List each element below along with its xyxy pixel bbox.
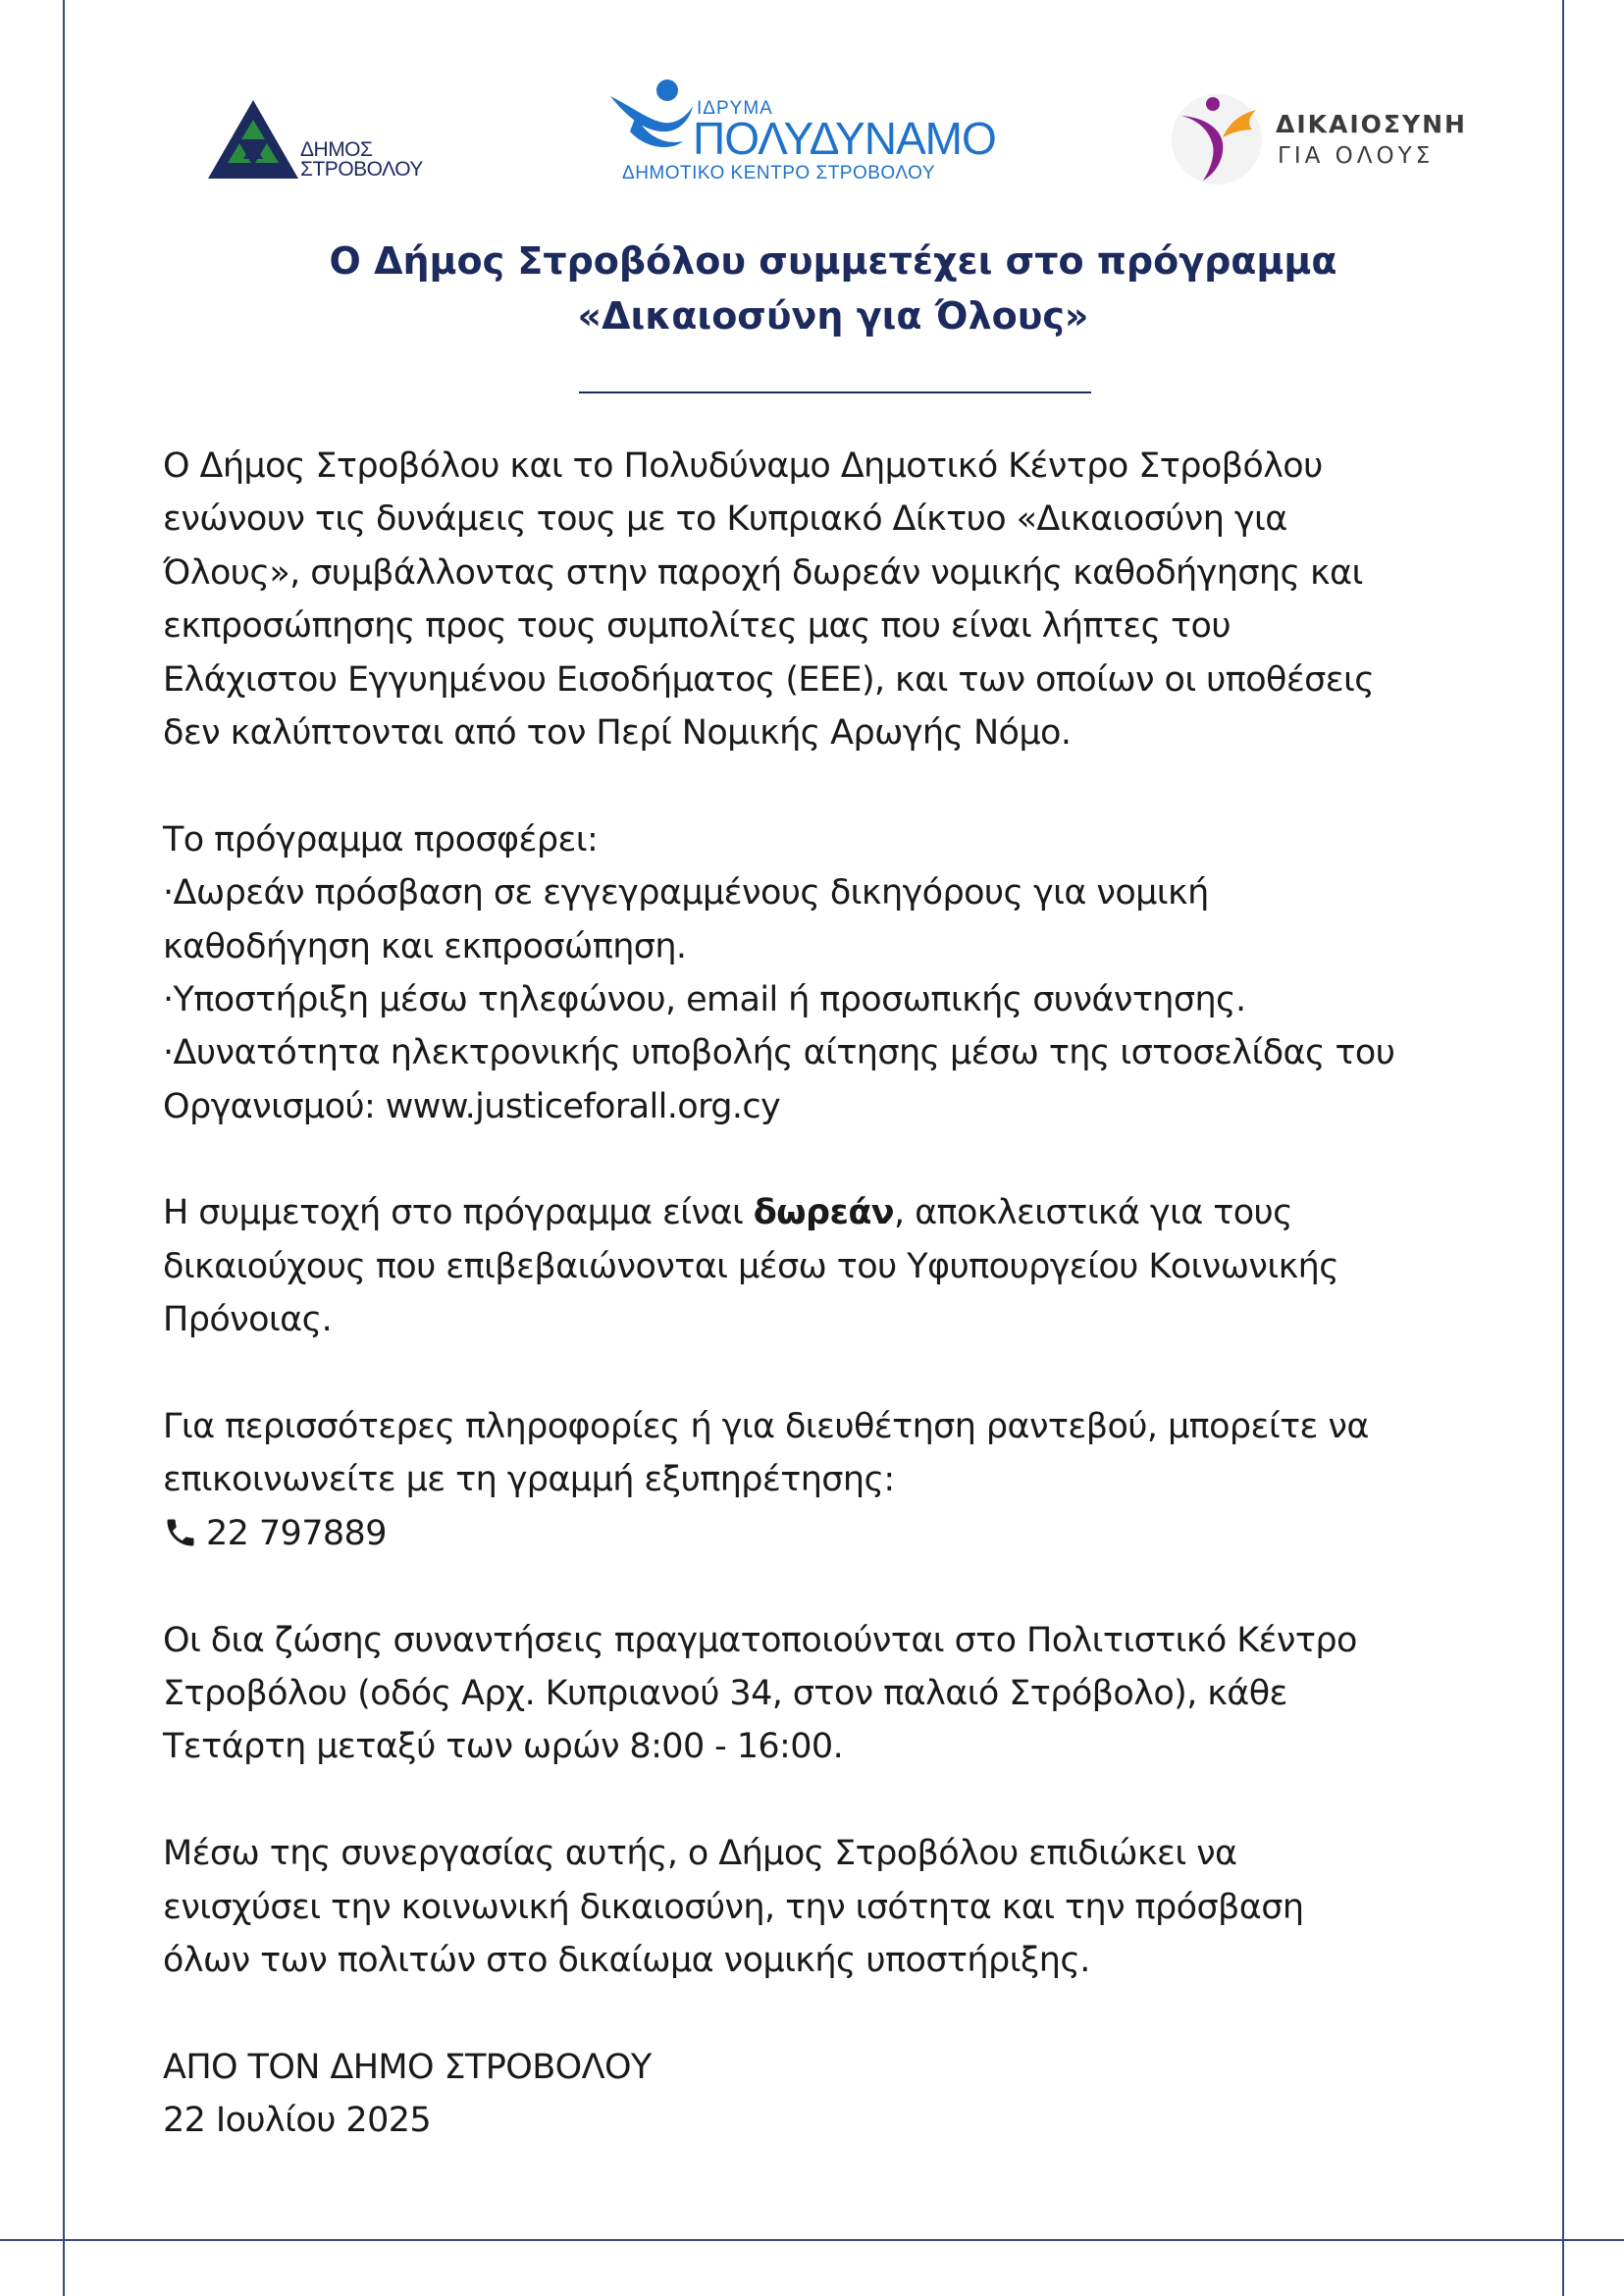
offers-item: ·Δυνατότητα ηλεκτρονικής υποβολής αίτησης μέσω της ιστοσελίδας του	[163, 1033, 1395, 1073]
strovolos-logo-line1: ΔΗΜΟΣ	[300, 138, 373, 161]
intro-line: ενώνουν τις δυνάμεις τους με το Κυπριακό Δίκτυο «Δικαιοσύνη για	[163, 499, 1287, 540]
intro-paragraph	[163, 440, 1537, 759]
participation-text-pre: Η συμμετοχή στο πρόγραμμα είναι	[163, 1193, 754, 1233]
phone-icon	[163, 1515, 198, 1550]
free-emphasis: δωρεάν	[753, 1193, 895, 1233]
intro-line: εκπροσώπησης προς τους συμπολίτες μας που είναι λήπτες του	[163, 606, 1231, 647]
signature-from: ΑΠΟ ΤΟΝ ΔΗΜΟ ΣΤΡΟΒΟΛΟΥ	[163, 2047, 652, 2087]
closing-line: Μέσω της συνεργασίας αυτής, ο Δήμος Στροβόλου επιδιώκει να	[163, 1834, 1237, 1874]
frame-bottom-line	[0, 2239, 1624, 2241]
contact-paragraph	[163, 1400, 1537, 1560]
justice-logo-line1: ΔΙΚΑΙΟΣΥΝΗ	[1276, 110, 1467, 138]
closing-line: όλων των πολιτών στο δικαίωμα νομικής υποστήριξης.	[163, 1940, 1090, 1980]
closing-paragraph	[163, 1827, 1537, 1987]
participation-text-post: , αποκλειστικά για τους	[894, 1193, 1293, 1233]
participation-line: Πρόνοιας.	[163, 1300, 333, 1340]
polydynamo-logo-line1: ΙΔΡΥΜΑ	[697, 98, 773, 119]
justice-for-all-logo	[1168, 90, 1492, 188]
intro-line: Ελάχιστου Εγγυημένου Εισοδήματος (ΕΕΕ), και των οποίων οι υποθέσεις	[163, 659, 1375, 700]
signature-date: 22 Ιουλίου 2025	[163, 2101, 432, 2141]
intro-line: Ο Δήμος Στροβόλου και το Πολυδύναμο Δημοτικό Κέντρο Στροβόλου	[163, 446, 1323, 486]
offers-item: ·Δωρεάν πρόσβαση σε εγγεγραμμένους δικηγόρους για νομική	[163, 873, 1209, 913]
polydynamo-logo-line3: ΔΗΜΟΤΙΚΟ ΚΕΝΤΡΟ ΣΤΡΟΒΟΛΟΥ	[622, 163, 935, 183]
polydynamo-figure-icon	[606, 77, 705, 165]
justice-logo-line2: ΓΙΑ ΟΛΟΥΣ	[1278, 143, 1435, 169]
intro-line: δεν καλύπτονται από τον Περί Νομικής Αρωγής Νόμο.	[163, 712, 1072, 753]
offers-item-website: Οργανισμού: www.justiceforall.org.cy	[163, 1086, 781, 1126]
participation-paragraph	[163, 1186, 1537, 1346]
meetings-line: Στροβόλου (οδός Αρχ. Κυπριανού 34, στον παλαιό Στρόβολο), κάθε	[163, 1673, 1287, 1713]
offers-item: ·Υποστήριξη μέσω τηλεφώνου, email ή προσωπικής συνάντησης.	[163, 979, 1246, 1019]
contact-line: επικοινωνείτε με τη γραμμή εξυπηρέτησης:	[163, 1460, 895, 1500]
signature-block	[163, 2041, 1537, 2148]
offers-list	[163, 813, 1537, 1133]
meetings-line: Τετάρτη μεταξύ των ωρών 8:00 - 16:00.	[163, 1727, 844, 1767]
page-title-line1: Ο Δήμος Στροβόλου συμμετέχει στο πρόγραμμα	[329, 239, 1337, 283]
contact-line: Για περισσότερες πληροφορίες ή για διευθέτηση ραντεβού, μπορείτε να	[163, 1407, 1369, 1447]
frame-left-line	[63, 0, 65, 2296]
meetings-paragraph	[163, 1614, 1537, 1774]
offers-heading: Το πρόγραμμα προσφέρει:	[163, 819, 599, 860]
participation-line: δικαιούχους που επιβεβαιώνονται μέσω του Υφυπουργείου Κοινωνικής	[163, 1246, 1339, 1286]
phone-number[interactable]: 22 797889	[206, 1513, 387, 1553]
title-divider	[579, 391, 1091, 393]
intro-line: Όλους», συμβάλλοντας στην παροχή δωρεάν νομικής καθοδήγησης και	[163, 552, 1363, 593]
contact-phone	[163, 1507, 1537, 1560]
offers-item: καθοδήγηση και εκπροσώπηση.	[163, 926, 687, 966]
meetings-line: Οι δια ζώσης συναντήσεις πραγματοποιούνται στο Πολιτιστικό Κέντρο	[163, 1620, 1357, 1660]
participation-line	[163, 1186, 1537, 1239]
strovolos-triangle-icon	[206, 96, 300, 181]
justice-figure-icon	[1168, 90, 1266, 188]
page-title-line2: «Δικαιοσύνη για Όλους»	[577, 294, 1089, 338]
page-title	[163, 234, 1503, 343]
polydynamo-logo	[606, 77, 996, 184]
polydynamo-logo-line2: ΠΟΛΥΔΥΝΑΜΟ	[693, 113, 996, 164]
strovolos-logo-line2: ΣΤΡΟΒΟΛΟΥ	[300, 158, 423, 181]
closing-line: ενισχύσει την κοινωνική δικαιοσύνη, την ισότητα και την πρόσβαση	[163, 1887, 1304, 1927]
frame-right-line	[1562, 0, 1564, 2296]
announcement-body	[163, 440, 1537, 2148]
strovolos-municipality-logo	[206, 96, 442, 184]
